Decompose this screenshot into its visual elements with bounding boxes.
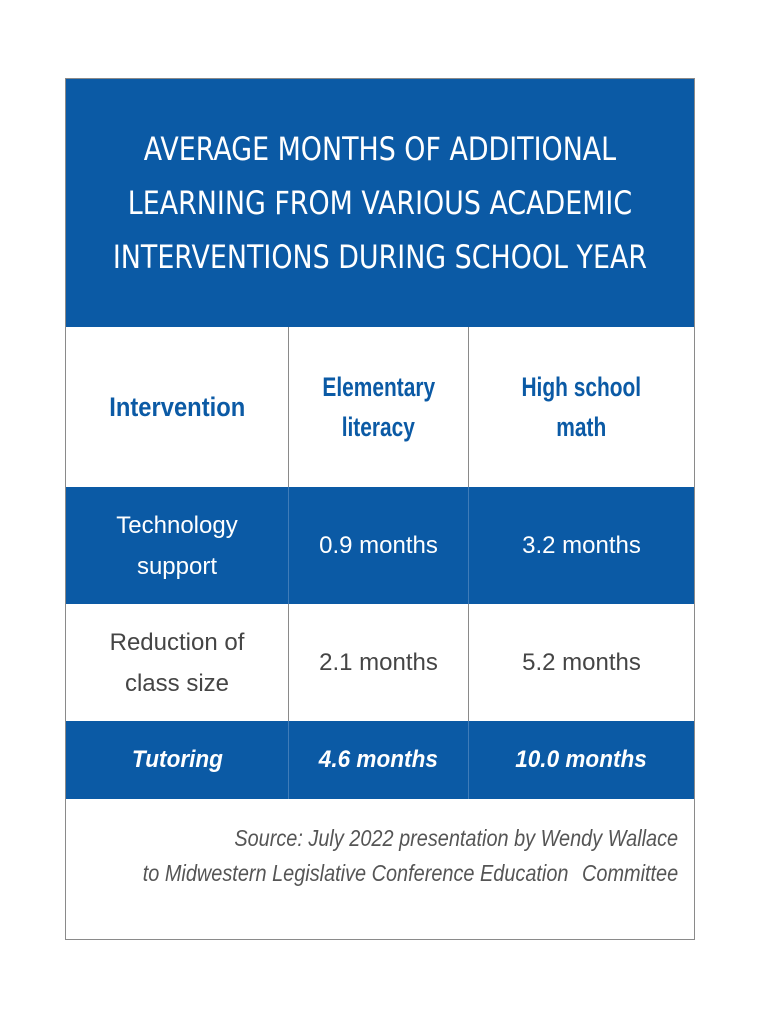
table-row	[66, 487, 694, 604]
row-label-text: support	[136, 552, 218, 580]
table-row-highlighted	[66, 721, 694, 799]
row-label-tutoring	[66, 721, 288, 799]
value-text: 4.6 months	[318, 746, 439, 773]
header-text: High school	[521, 372, 642, 402]
cell-elementary-value: 0.9 months	[288, 487, 468, 604]
table-header-row	[66, 327, 694, 487]
row-label-text: Reduction of	[109, 628, 245, 656]
header-text: literacy	[341, 412, 416, 442]
title-line: INTERVENTIONS DURING SCHOOL YEAR	[112, 238, 648, 276]
row-label-text: Technology	[116, 511, 238, 539]
value-text: 10.0 months	[515, 746, 648, 773]
column-header-elementary-literacy	[288, 327, 468, 487]
table-row	[66, 604, 694, 721]
cell-elementary-value	[288, 721, 468, 799]
header-text: math	[556, 412, 607, 442]
row-label-technology-support	[66, 487, 288, 604]
source-line: to Midwestern Legislative Conference Education	[142, 860, 569, 886]
cell-high-school-value: 3.2 months	[468, 487, 694, 604]
header-text: Intervention	[109, 392, 245, 422]
row-label-text: Tutoring	[131, 746, 223, 773]
source-line: Committee	[581, 860, 678, 886]
cell-elementary-value: 2.1 months	[288, 604, 468, 721]
infographic-table-card	[65, 78, 695, 940]
table-title	[113, 122, 647, 284]
row-label-reduction-of-class-size	[66, 604, 288, 721]
row-label-text: class size	[124, 669, 229, 697]
cell-high-school-value	[468, 721, 694, 799]
title-line: AVERAGE MONTHS OF ADDITIONAL	[143, 130, 617, 168]
title-banner	[66, 79, 694, 327]
header-text: Elementary	[322, 372, 435, 402]
source-note	[66, 799, 694, 941]
column-header-intervention	[66, 327, 288, 487]
title-line: LEARNING FROM VARIOUS ACADEMIC	[127, 184, 633, 222]
source-line: Source: July 2022 presentation by Wendy Wallace	[234, 825, 678, 851]
column-header-high-school-math	[468, 327, 694, 487]
cell-high-school-value: 5.2 months	[468, 604, 694, 721]
